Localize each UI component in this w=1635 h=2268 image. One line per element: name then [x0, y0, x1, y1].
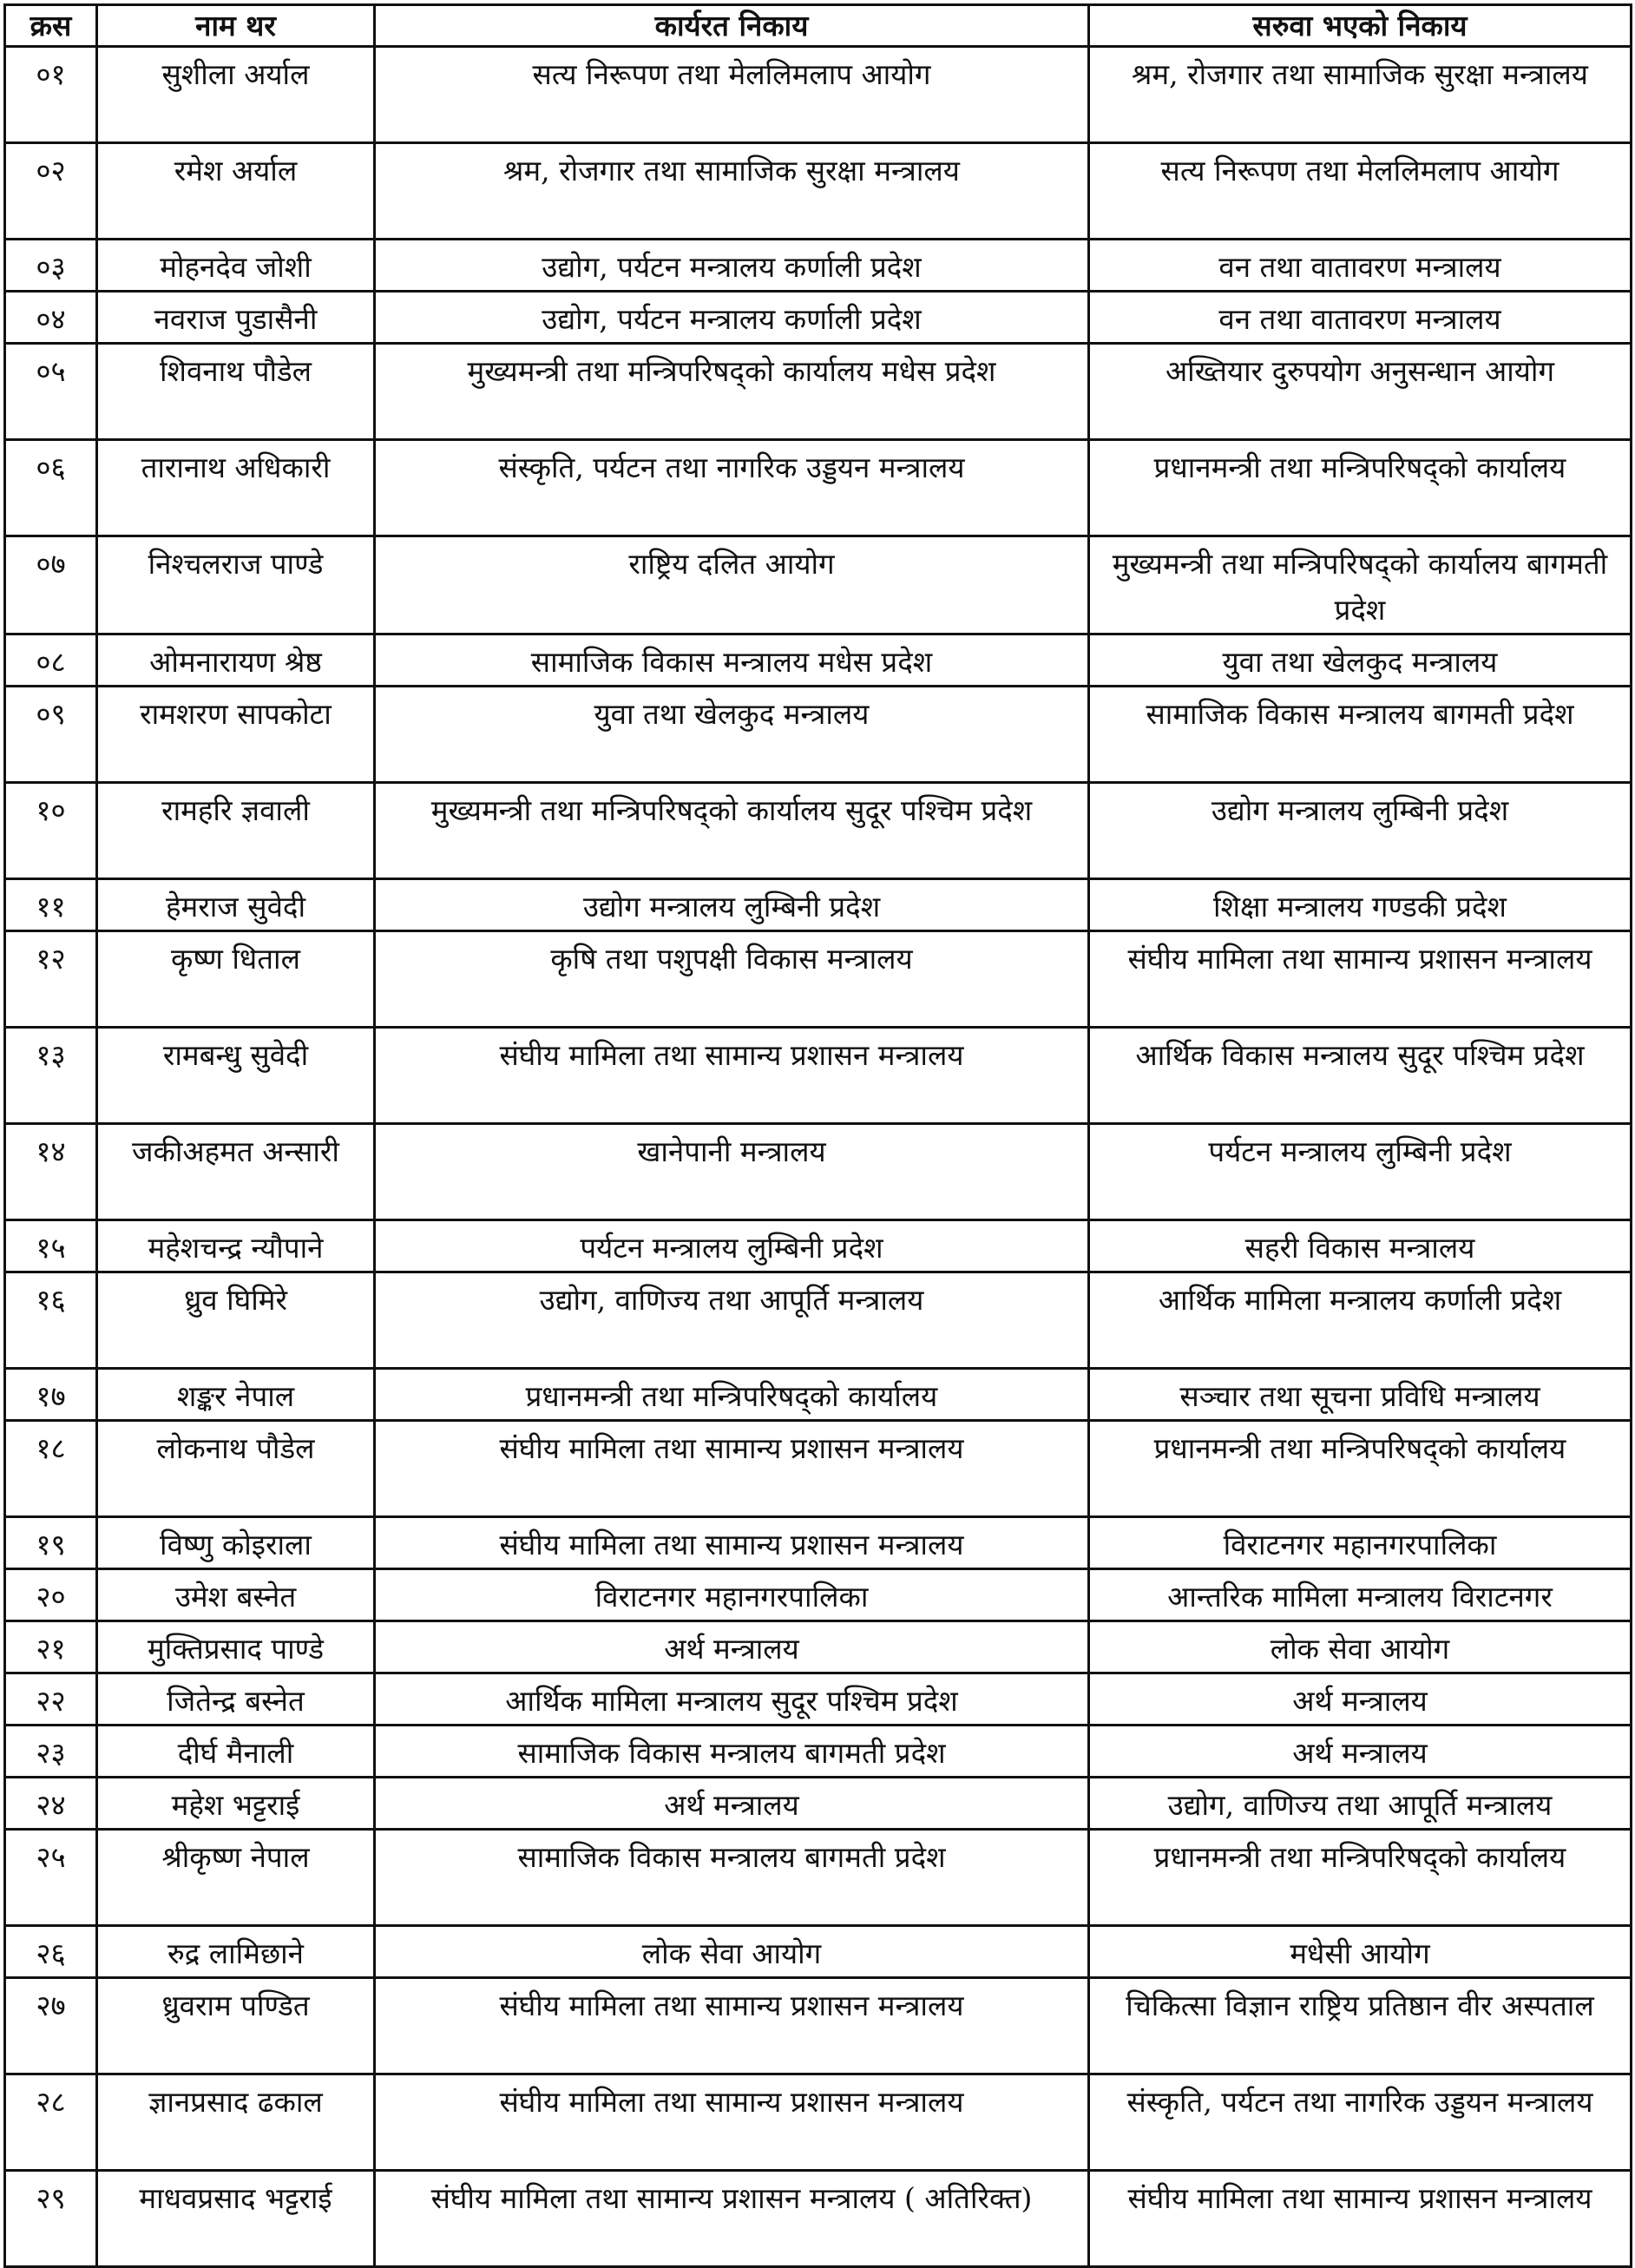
cell-serial: ०९: [5, 687, 97, 783]
cell-current-office: अर्थ मन्त्रालय: [375, 1621, 1089, 1673]
cell-current-office: खानेपानी मन्त्रालय: [375, 1124, 1089, 1220]
cell-transferred-office: अर्थ मन्त्रालय: [1089, 1726, 1632, 1778]
cell-serial: ०४: [5, 292, 97, 344]
cell-current-office: संघीय मामिला तथा सामान्य प्रशासन मन्त्रालय ( अतिरिक्त): [375, 2171, 1089, 2267]
cell-name: तारानाथ अधिकारी: [97, 440, 375, 536]
cell-transferred-office: विराटनगर महानगरपालिका: [1089, 1517, 1632, 1569]
table-row: [5, 1421, 1632, 1517]
cell-transferred-office: अख्तियार दुरुपयोग अनुसन्धान आयोग: [1089, 344, 1632, 440]
header-serial: क्रस: [5, 5, 97, 47]
cell-serial: २३: [5, 1726, 97, 1778]
cell-name: श्रीकृष्ण नेपाल: [97, 1830, 375, 1926]
cell-name: रुद्र लामिछाने: [97, 1926, 375, 1978]
cell-transferred-office: मधेसी आयोग: [1089, 1926, 1632, 1978]
cell-current-office: युवा तथा खेलकुद मन्त्रालय: [375, 687, 1089, 783]
cell-transferred-office: वन तथा वातावरण मन्त्रालय: [1089, 292, 1632, 344]
cell-transferred-office: सहरी विकास मन्त्रालय: [1089, 1220, 1632, 1272]
table-row: [5, 1978, 1632, 2074]
cell-current-office: सामाजिक विकास मन्त्रालय बागमती प्रदेश: [375, 1830, 1089, 1926]
cell-name: ध्रुवराम पण्डित: [97, 1978, 375, 2074]
table-row: [5, 931, 1632, 1028]
cell-serial: २५: [5, 1830, 97, 1926]
cell-name: विष्णु कोइराला: [97, 1517, 375, 1569]
cell-name: उमेश बस्नेत: [97, 1569, 375, 1621]
table-row: [5, 783, 1632, 879]
cell-name: माधवप्रसाद भट्टराई: [97, 2171, 375, 2267]
cell-current-office: मुख्यमन्त्री तथा मन्त्रिपरिषद्को कार्यालय सुदूर पश्चिम प्रदेश: [375, 783, 1089, 879]
cell-serial: १४: [5, 1124, 97, 1220]
table-row: [5, 47, 1632, 143]
cell-name: दीर्घ मैनाली: [97, 1726, 375, 1778]
cell-current-office: संघीय मामिला तथा सामान्य प्रशासन मन्त्रालय: [375, 1028, 1089, 1124]
cell-serial: १६: [5, 1272, 97, 1369]
cell-name: रमेश अर्याल: [97, 143, 375, 240]
cell-name: जकीअहमत अन्सारी: [97, 1124, 375, 1220]
cell-current-office: प्रधानमन्त्री तथा मन्त्रिपरिषद्को कार्यालय: [375, 1369, 1089, 1421]
header-name: नाम थर: [97, 5, 375, 47]
cell-serial: ०६: [5, 440, 97, 536]
cell-name: ओमनारायण श्रेष्ठ: [97, 634, 375, 687]
cell-serial: २९: [5, 2171, 97, 2267]
cell-current-office: सामाजिक विकास मन्त्रालय मधेस प्रदेश: [375, 634, 1089, 687]
table-row: [5, 2171, 1632, 2267]
cell-current-office: अर्थ मन्त्रालय: [375, 1778, 1089, 1830]
table-row: [5, 536, 1632, 634]
table-row: [5, 292, 1632, 344]
cell-current-office: मुख्यमन्त्री तथा मन्त्रिपरिषद्को कार्यालय मधेस प्रदेश: [375, 344, 1089, 440]
cell-serial: ११: [5, 879, 97, 931]
table-row: [5, 634, 1632, 687]
cell-current-office: संघीय मामिला तथा सामान्य प्रशासन मन्त्रालय: [375, 1517, 1089, 1569]
cell-serial: ०२: [5, 143, 97, 240]
cell-current-office: श्रम, रोजगार तथा सामाजिक सुरक्षा मन्त्रालय: [375, 143, 1089, 240]
cell-current-office: उद्योग, वाणिज्य तथा आपूर्ति मन्त्रालय: [375, 1272, 1089, 1369]
table-row: [5, 1272, 1632, 1369]
cell-current-office: विराटनगर महानगरपालिका: [375, 1569, 1089, 1621]
table-row: [5, 879, 1632, 931]
cell-name: ध्रुव घिमिरे: [97, 1272, 375, 1369]
cell-serial: २४: [5, 1778, 97, 1830]
table-row: [5, 1220, 1632, 1272]
table-body: [5, 47, 1632, 2267]
cell-current-office: संघीय मामिला तथा सामान्य प्रशासन मन्त्रालय: [375, 1978, 1089, 2074]
cell-serial: ०३: [5, 240, 97, 292]
table-row: [5, 687, 1632, 783]
cell-transferred-office: संघीय मामिला तथा सामान्य प्रशासन मन्त्रालय: [1089, 2171, 1632, 2267]
cell-name: हेमराज सुवेदी: [97, 879, 375, 931]
cell-name: जितेन्द्र बस्नेत: [97, 1673, 375, 1726]
cell-current-office: संघीय मामिला तथा सामान्य प्रशासन मन्त्रालय: [375, 2074, 1089, 2171]
cell-serial: ०८: [5, 634, 97, 687]
cell-current-office: उद्योग, पर्यटन मन्त्रालय कर्णाली प्रदेश: [375, 292, 1089, 344]
table-row: [5, 143, 1632, 240]
cell-current-office: सामाजिक विकास मन्त्रालय बागमती प्रदेश: [375, 1726, 1089, 1778]
cell-name: रामबन्धु सुवेदी: [97, 1028, 375, 1124]
cell-transferred-office: चिकित्सा विज्ञान राष्ट्रिय प्रतिष्ठान वीर अस्पताल: [1089, 1978, 1632, 2074]
cell-serial: १२: [5, 931, 97, 1028]
cell-transferred-office: प्रधानमन्त्री तथा मन्त्रिपरिषद्को कार्यालय: [1089, 1421, 1632, 1517]
table-row: [5, 1726, 1632, 1778]
cell-current-office: कृषि तथा पशुपक्षी विकास मन्त्रालय: [375, 931, 1089, 1028]
table-row: [5, 1369, 1632, 1421]
cell-transferred-office: वन तथा वातावरण मन्त्रालय: [1089, 240, 1632, 292]
cell-name: मोहनदेव जोशी: [97, 240, 375, 292]
table-row: [5, 440, 1632, 536]
table-row: [5, 344, 1632, 440]
cell-transferred-office: उद्योग मन्त्रालय लुम्बिनी प्रदेश: [1089, 783, 1632, 879]
cell-name: मुक्तिप्रसाद पाण्डे: [97, 1621, 375, 1673]
table-row: [5, 1673, 1632, 1726]
table-row: [5, 1926, 1632, 1978]
cell-current-office: पर्यटन मन्त्रालय लुम्बिनी प्रदेश: [375, 1220, 1089, 1272]
cell-current-office: आर्थिक मामिला मन्त्रालय सुदूर पश्चिम प्रदेश: [375, 1673, 1089, 1726]
header-current-office: कार्यरत निकाय: [375, 5, 1089, 47]
cell-transferred-office: प्रधानमन्त्री तथा मन्त्रिपरिषद्को कार्यालय: [1089, 1830, 1632, 1926]
cell-current-office: उद्योग मन्त्रालय लुम्बिनी प्रदेश: [375, 879, 1089, 931]
cell-serial: १५: [5, 1220, 97, 1272]
header-row: [5, 5, 1632, 47]
cell-name: महेशचन्द्र न्यौपाने: [97, 1220, 375, 1272]
cell-transferred-office: मुख्यमन्त्री तथा मन्त्रिपरिषद्को कार्यालय बागमती प्रदेश: [1089, 536, 1632, 634]
cell-name: शिवनाथ पौडेल: [97, 344, 375, 440]
header-transferred-office: सरुवा भएको निकाय: [1089, 5, 1632, 47]
cell-name: ज्ञानप्रसाद ढकाल: [97, 2074, 375, 2171]
table-row: [5, 1830, 1632, 1926]
cell-serial: २७: [5, 1978, 97, 2074]
table-row: [5, 1778, 1632, 1830]
cell-serial: ०७: [5, 536, 97, 634]
cell-serial: १७: [5, 1369, 97, 1421]
cell-serial: २२: [5, 1673, 97, 1726]
cell-transferred-office: प्रधानमन्त्री तथा मन्त्रिपरिषद्को कार्यालय: [1089, 440, 1632, 536]
cell-serial: २१: [5, 1621, 97, 1673]
cell-serial: १९: [5, 1517, 97, 1569]
cell-current-office: उद्योग, पर्यटन मन्त्रालय कर्णाली प्रदेश: [375, 240, 1089, 292]
cell-serial: ०५: [5, 344, 97, 440]
cell-serial: १३: [5, 1028, 97, 1124]
cell-transferred-office: आर्थिक मामिला मन्त्रालय कर्णाली प्रदेश: [1089, 1272, 1632, 1369]
cell-transferred-office: लोक सेवा आयोग: [1089, 1621, 1632, 1673]
cell-name: सुशीला अर्याल: [97, 47, 375, 143]
cell-current-office: संस्कृति, पर्यटन तथा नागरिक उड्डयन मन्त्रालय: [375, 440, 1089, 536]
cell-name: लोकनाथ पौडेल: [97, 1421, 375, 1517]
cell-name: शङ्कर नेपाल: [97, 1369, 375, 1421]
cell-transferred-office: उद्योग, वाणिज्य तथा आपूर्ति मन्त्रालय: [1089, 1778, 1632, 1830]
cell-name: रामशरण सापकोटा: [97, 687, 375, 783]
cell-serial: १८: [5, 1421, 97, 1517]
cell-transferred-office: अर्थ मन्त्रालय: [1089, 1673, 1632, 1726]
cell-transferred-office: शिक्षा मन्त्रालय गण्डकी प्रदेश: [1089, 879, 1632, 931]
cell-current-office: संघीय मामिला तथा सामान्य प्रशासन मन्त्रालय: [375, 1421, 1089, 1517]
cell-serial: २८: [5, 2074, 97, 2171]
table-row: [5, 1028, 1632, 1124]
cell-name: कृष्ण धिताल: [97, 931, 375, 1028]
cell-name: महेश भट्टराई: [97, 1778, 375, 1830]
cell-transferred-office: सञ्चार तथा सूचना प्रविधि मन्त्रालय: [1089, 1369, 1632, 1421]
cell-transferred-office: आर्थिक विकास मन्त्रालय सुदूर पश्चिम प्रदेश: [1089, 1028, 1632, 1124]
cell-transferred-office: संस्कृति, पर्यटन तथा नागरिक उड्डयन मन्त्रालय: [1089, 2074, 1632, 2171]
cell-serial: १०: [5, 783, 97, 879]
cell-name: नवराज पुडासैनी: [97, 292, 375, 344]
cell-transferred-office: सामाजिक विकास मन्त्रालय बागमती प्रदेश: [1089, 687, 1632, 783]
table-row: [5, 2074, 1632, 2171]
table-row: [5, 240, 1632, 292]
cell-current-office: सत्य निरूपण तथा मेललिमलाप आयोग: [375, 47, 1089, 143]
cell-serial: ०१: [5, 47, 97, 143]
cell-transferred-office: श्रम, रोजगार तथा सामाजिक सुरक्षा मन्त्रालय: [1089, 47, 1632, 143]
cell-transferred-office: पर्यटन मन्त्रालय लुम्बिनी प्रदेश: [1089, 1124, 1632, 1220]
table-row: [5, 1569, 1632, 1621]
table-row: [5, 1517, 1632, 1569]
cell-transferred-office: युवा तथा खेलकुद मन्त्रालय: [1089, 634, 1632, 687]
cell-transferred-office: सत्य निरूपण तथा मेललिमलाप आयोग: [1089, 143, 1632, 240]
cell-transferred-office: संघीय मामिला तथा सामान्य प्रशासन मन्त्रालय: [1089, 931, 1632, 1028]
table-row: [5, 1621, 1632, 1673]
cell-name: रामहरि ज्ञवाली: [97, 783, 375, 879]
cell-serial: २६: [5, 1926, 97, 1978]
cell-current-office: लोक सेवा आयोग: [375, 1926, 1089, 1978]
cell-serial: २०: [5, 1569, 97, 1621]
table-row: [5, 1124, 1632, 1220]
cell-current-office: राष्ट्रिय दलित आयोग: [375, 536, 1089, 634]
cell-name: निश्चलराज पाण्डे: [97, 536, 375, 634]
transfer-table: [3, 3, 1632, 2268]
cell-transferred-office: आन्तरिक मामिला मन्त्रालय विराटनगर: [1089, 1569, 1632, 1621]
